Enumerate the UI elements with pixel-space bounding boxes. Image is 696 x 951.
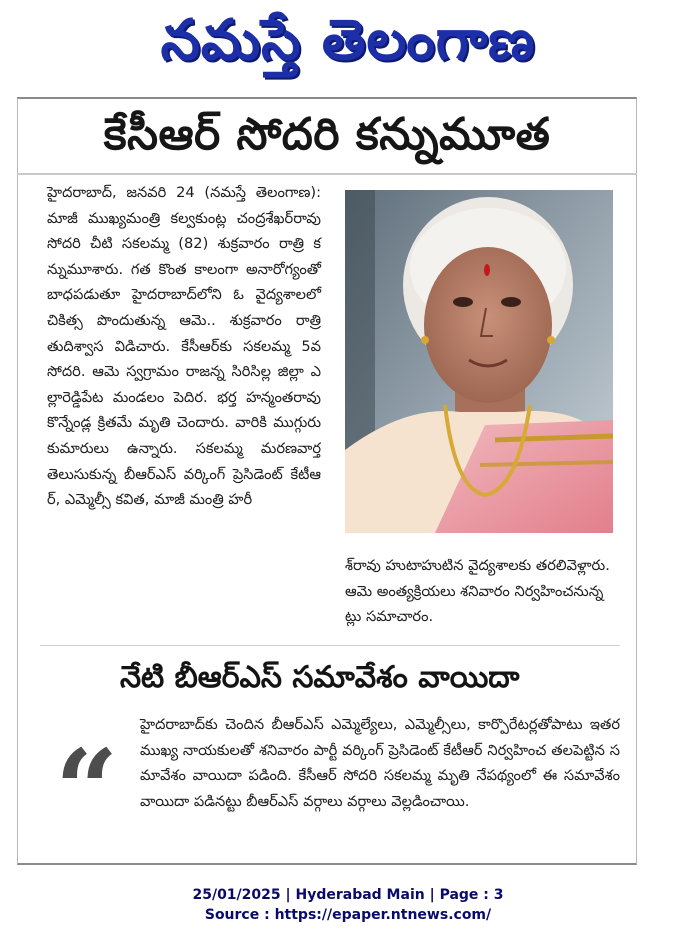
footer-source-link[interactable]: Source : https://epaper.ntnews.com/ [204,907,492,923]
article-continuation: శ్‌రావు హుటాహుటిన వైద్యశాలకు తరలివెళ్లారు. ఆమె అంత్యక్రియలు శనివారం నిర్వహించనున్నట్లు సమాచారం. [345,557,610,626]
article-headline: కేసీఆర్ సోదరి కన్నుమూత [103,109,551,160]
quote-icon: “ [55,725,119,854]
portrait-photo [345,190,613,533]
footer [0,885,696,925]
footer-date-edition: 25/01/2025 | Hyderabad Main | Page : 3 [192,887,504,903]
article-body: హైదరాబాద్, జనవరి 24 (నమస్తే తెలంగాణ): మాజీ ముఖ్యమంత్రి కల్వకుంట్ల చంద్రశేఖర్‌రావు సోదరి చీటి సకలమ్మ (82) శుక్రవారం రాత్రి కన్నుమూశారు. గత కొంత కాలంగా అనారోగ్యంతో బాధపడుతూ హైదరాబాద్‌లోని ఓ వైద్యశాలలో చికిత్స పొందుతున్న ఆమె.. శుక్రవారం రాత్రి తుదిశ్వాస విడిచారు. కేసీఆర్‌కు సకలమ్మ 5వ సోదరి. ఆమె స్వగ్రామం రాజన్న సిరిసిల్ల జిల్లా ఎల్లారెడ్డిపేట మండలం పెదిర. భర్త హన్మంతరావు కొన్నేండ్ల క్రితమే మృతి చెందారు. వారికి ముగ్గురు కుమారులు ఉన్నారు. సకలమ్మ మరణవార్త తెలుసుకున్న బీఆర్‌ఎస్ వర్కింగ్ ప్రెసిడెంట్ కేటీఆర్, ఎమ్మెల్సీ కవిత, మాజీ మంత్రి హరీ [47,184,321,509]
section-divider [40,645,620,646]
headline-divider [17,173,637,175]
masthead-logo: నమస్తే తెలంగాణ [160,8,536,73]
brief-subhead: నేటి బీఆర్‌ఎస్ సమావేశం వాయిదా [120,660,520,695]
brief-body: హైదరాబాద్‌కు చెందిన బీఆర్‌ఎస్ ఎమ్మెల్యేలు, ఎమ్మెల్సీలు, కార్పొరేటర్లతోపాటు ఇతర ముఖ్య నాయకులతో శనివారం పార్టీ వర్కింగ్ ప్రెసిడెంట్ కేటీఆర్ నిర్వహించ తలపెట్టిన సమావేశం వాయిదా పడింది. కేసీఆర్ సోదరి సకలమ్మ మృతి నేపథ్యంలో ఈ సమావేశం వాయిదా పడినట్టు బీఆర్‌ఎస్ వర్గాలు వర్గాలు వెల్లడించాయి. [140,716,620,810]
